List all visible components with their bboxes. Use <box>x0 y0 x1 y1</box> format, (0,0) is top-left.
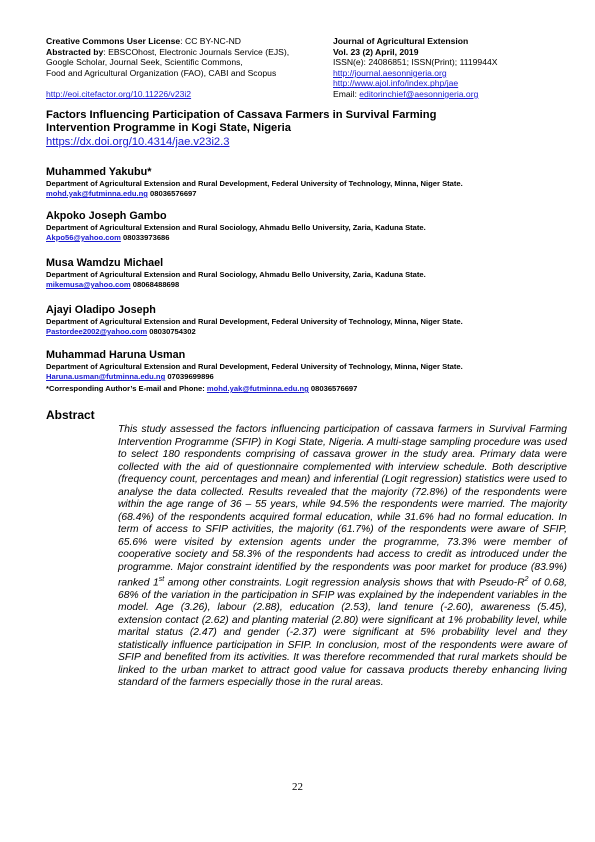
author-email-link[interactable]: mikemusa@yahoo.com <box>46 280 131 289</box>
journal-volume: Vol. 23 (2) April, 2019 <box>333 46 419 57</box>
abstract-heading: Abstract <box>46 408 95 422</box>
author-block <box>46 304 566 337</box>
journal-issn: ISSN(e): 24086851; ISSN(Print); 1119944X <box>333 57 498 68</box>
author-phone: 08036576697 <box>147 189 197 198</box>
journal-name: Journal of Agricultural Extension <box>333 36 469 46</box>
journal-header-left <box>46 36 336 100</box>
author-block <box>46 349 566 382</box>
corresponding-email-link[interactable]: mohd.yak@futminna.edu.ng <box>206 384 309 393</box>
author-block <box>46 210 566 243</box>
author-department: Department of Agricultural Extension and Rural Development, Federal University of Technology, Minna, Niger State. <box>46 317 463 326</box>
author-email-link[interactable]: Pastordee2002@yahoo.com <box>46 327 148 336</box>
abstract-text <box>118 424 567 690</box>
author-name: Muhammad Haruna Usman <box>46 349 186 361</box>
author-block <box>46 166 566 199</box>
journal-link[interactable]: http://journal.aesonnigeria.org <box>333 67 447 78</box>
abstracted-line-2: Google Scholar, Journal Seek, Scientific Commons, <box>46 57 243 68</box>
corresponding-phone: 08036576697 <box>308 384 358 393</box>
author-department: Department of Agricultural Extension and Rural Sociology, Ahmadu Bello University, Zaria, Kaduna State. <box>46 270 426 279</box>
abstract-part-1: This study assessed the factors influencing participation of cassava farmers in Survival Farming Intervention Programme (SFIP) in Kogi State, Nigeria. A multi-stage sampling procedure was used to select 180 respondents comprising of cassava grower in the study area. Primary data were collected with the aid of questionnaire complemented with interview schedule. Both descriptive (frequency count, percentages and mean) and inferential (Logit regression) statistics were used to analyse the data collected. Results revealed that the majority (72.8%) of the respondents were within the age range of 36 – 55 years, while 94.5% the respondents were married. The majority (68.4%) of the respondents acquired formal education, while 31.6% had no formal education. In term of access to SFIP activities, the majority (61.7%) of the respondents were aware of SFIP, 65.6% were visited by extension agents under the programme, 73.3% were member of cooperative society and 58.3% of the respondents had access to credit as introduced under the programme. Major constraint identified by the respondents was poor market for produce (83.9%) ranked 1 <box>118 424 567 589</box>
abstracted-line-3: Food and Agricultural Organization (FAO), CABI and Scopus <box>46 67 277 78</box>
journal-header-right <box>333 36 563 100</box>
paper-title <box>46 109 546 135</box>
eoi-link[interactable]: http://eoi.citefactor.org/10.11226/v23i2 <box>46 89 192 100</box>
abstract-superscript-st: st <box>158 576 165 583</box>
abstract-part-3: of 0.68, 68% of the variation in the participation in SFIP was explained by the independent variables in the model. Age (3.26), labour (2.88), education (2.53), land tenure (-2.60), awareness (5.45), extension contact (2.62) and planting material (2.80) were significant at 1% probability level, while marital status (2.47) and gender (-2.37) were significant at 5% probability level and they statistically influence participation in SFIP. In conclusion, most of the respondents were aware of SFIP and benefited from its activities. It was therefore recommended that rural markets should be linked to the urban market to attract good value for cassava products thereby enhancing living standard of the farmers especially those in the rural areas. <box>118 577 567 689</box>
corresponding-label: *Corresponding Author’s E-mail and Phone: <box>46 384 207 393</box>
author-name: Musa Wamdzu Michael <box>46 257 164 269</box>
author-department: Department of Agricultural Extension and Rural Development, Federal University of Technology, Minna, Niger State. <box>46 179 463 188</box>
author-phone: 07039699896 <box>165 372 214 381</box>
email-label: Email: <box>333 88 360 99</box>
abstracted-line-1: : EBSCOhost, Electronic Journals Service (EJS), <box>103 46 290 57</box>
editor-email-link[interactable]: editorinchief@aesonnigeria.org <box>359 88 479 99</box>
author-phone: 08033973686 <box>120 233 170 242</box>
author-name: Ajayi Oladipo Joseph <box>46 304 156 316</box>
abstract-part-2: among other constraints. Logit regression analysis shows that with Pseudo-R <box>164 577 525 589</box>
title-line-2: Intervention Programme in Kogi State, Nigeria <box>46 122 291 134</box>
page-number: 22 <box>292 781 303 793</box>
abstracted-label: Abstracted by <box>46 46 104 57</box>
author-name: Akpoko Joseph Gambo <box>46 210 167 222</box>
author-name: Muhammed Yakubu* <box>46 166 152 178</box>
doi-link[interactable]: https://dx.doi.org/10.4314/jae.v23i2.3 <box>46 136 230 148</box>
author-phone: 08068488698 <box>130 280 180 289</box>
ajol-link[interactable]: http://www.ajol.info/index.php/jae <box>333 78 459 89</box>
license-label: Creative Commons User License <box>46 36 181 46</box>
author-email-link[interactable]: Haruna.usman@futminna.edu.ng <box>46 372 166 381</box>
author-department: Department of Agricultural Extension and Rural Development, Federal University of Technology, Minna, Niger State. <box>46 362 463 371</box>
title-line-1: Factors Influencing Participation of Cassava Farmers in Survival Farming <box>46 109 437 121</box>
author-email-link[interactable]: Akpo56@yahoo.com <box>46 233 121 242</box>
author-block <box>46 257 566 290</box>
abstract-superscript-2: 2 <box>524 576 529 583</box>
corresponding-author <box>46 384 357 393</box>
author-phone: 08030754302 <box>147 327 196 336</box>
author-email-link[interactable]: mohd.yak@futminna.edu.ng <box>46 189 148 198</box>
author-department: Department of Agricultural Extension and Rural Sociology, Ahmadu Bello University, Zaria, Kaduna State. <box>46 223 426 232</box>
license-value: : CC BY-NC-ND <box>180 36 242 46</box>
